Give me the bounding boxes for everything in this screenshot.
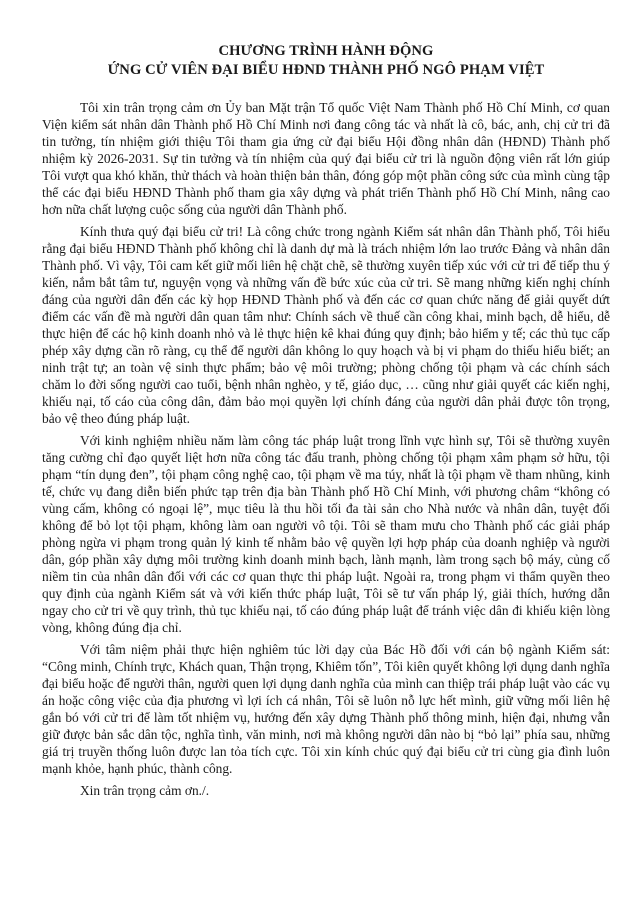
document-title-line-2: ỨNG CỬ VIÊN ĐẠI BIỂU HĐND THÀNH PHỐ NGÔ PHẠM VIỆT [107, 62, 545, 78]
paragraph-commitment: Kính thưa quý đại biểu cử tri! Là công chức trong ngành Kiểm sát nhân dân Thành phố, Tôi hiểu rằng đại biểu HĐND Thành phố không chỉ là danh dự mà là trách nhiệm lớn lao trước Đảng và nhân dân Thành phố. Vì vậy, Tôi cam kết giữ mối liên hệ chặt chẽ, sẽ thường xuyên tiếp xúc với cử tri để tiếp thu ý kiến, nắm bắt tâm tư, nguyện vọng và những vấn đề bức xúc của cử tri. Sẽ mang những kiến nghị chính đáng của người dân đến các kỳ họp HĐND Thành phố và đến các cơ quan chức năng để giải quyết dứt điểm các vấn đề mà người dân quan tâm như: Chính sách về thuế cần công khai, minh bạch, dễ hiểu, dễ thực hiện để các hộ kinh doanh nhỏ và lẻ thực hiện kê khai đúng quy định; bảo hiểm y tế; các thủ tục cấp phép xây dựng cần rõ ràng, cụ thể để người dân không lo quy hoạch và bị vi phạm do thiếu hiểu biết; an ninh trật tự; an toàn vệ sinh thực phẩm; bảo vệ môi trường; phòng chống tội phạm và các chính sách chăm lo đời sống người cao tuổi, bệnh nhân nghèo, y tế, giáo dục, … cũng như giải quyết các kiến nghị, khiếu nại, tố cáo của công dân, đảm bảo mọi quyền lợi chính đáng của người dân phải được tôn trọng, bảo vệ theo đúng pháp luật. [42, 224, 610, 426]
document-body [42, 99, 610, 799]
paragraph-principles: Với tâm niệm phải thực hiện nghiêm túc lời dạy của Bác Hồ đối với cán bộ ngành Kiểm sát: “Công minh, Chính trực, Khách quan, Thận trọng, Khiêm tốn”, Tôi kiên quyết không lợi dụng danh nghĩa đại biểu hoặc để người thân, người quen lợi dụng danh nghĩa của mình can thiệp trái pháp luật vào các vụ án hoặc công việc của địa phương vì lợi ích cá nhân, Tôi sẽ luôn nỗ lực hết mình, giữ vững mối liên hệ gắn bó với cử tri để làm tốt nhiệm vụ, hướng đến xây dựng Thành phố thông minh, hiện đại, nhưng vẫn giữ được bản sắc dân tộc, nghĩa tình, văn minh, nơi mà không người dân nào bị “bỏ lại” phía sau, những giá trị truyền thống luôn được lan tỏa tích cực. Tôi xin kính chúc quý đại biểu cử tri cùng gia đình luôn mạnh khỏe, hạnh phúc, thành công. [42, 642, 610, 776]
closing-line: Xin trân trọng cảm ơn./. [80, 783, 210, 798]
paragraph-legal-experience: Với kinh nghiệm nhiều năm làm công tác pháp luật trong lĩnh vực hình sự, Tôi sẽ thường xuyên tăng cường chỉ đạo quyết liệt hơn nữa công tác đấu tranh, phòng chống tội phạm xâm phạm sở hữu, tội phạm “tín dụng đen”, tội phạm công nghệ cao, tội phạm về ma túy, nhất là tội phạm về tham nhũng, kinh tế, chức vụ đang diễn biến phức tạp trên địa bàn Thành phố Hồ Chí Minh, với phương châm “không có vùng cấm, không có ngoại lệ”, mục tiêu là thu hồi tối đa tài sản cho Nhà nước và nhân dân, tuyệt đối không để bỏ lọt tội phạm, không làm oan người vô tội. Tôi sẽ tham mưu cho Thành phố các giải pháp phòng ngừa vi phạm trong quản lý kinh tế nhằm bảo vệ quyền lợi hợp pháp của doanh nghiệp và người dân, góp phần xây dựng môi trường kinh doanh minh bạch, lành mạnh, làm trong sạch bộ máy, củng cố niềm tin của nhân dân đối với các cơ quan thực thi pháp luật. Ngoài ra, trong phạm vi thẩm quyền theo quy định của ngành Kiểm sát và với kiến thức pháp luật, Tôi sẽ tư vấn pháp lý, giải thích, hướng dẫn ngay cho cử tri về quy trình, thủ tục khiếu nại, tố cáo đúng pháp luật để tránh việc dân đi khiếu kiện lòng vòng, không đúng địa chỉ. [42, 433, 610, 635]
document-title-line-1: CHƯƠNG TRÌNH HÀNH ĐỘNG [218, 43, 434, 59]
paragraph-gratitude: Tôi xin trân trọng cảm ơn Ủy ban Mặt trận Tổ quốc Việt Nam Thành phố Hồ Chí Minh, cơ quan Viện kiểm sát nhân dân Thành phố Hồ Chí Minh nơi đang công tác và nhất là cô, bác, anh, chị cử tri đã tin tưởng, tín nhiệm giới thiệu Tôi tham gia ứng cử đại biểu Hội đồng nhân dân (HĐND) Thành phố nhiệm kỳ 2026-2031. Sự tin tưởng và tín nhiệm của quý đại biểu cử tri là nguồn động viên rất lớn giúp Tôi vượt qua khó khăn, thử thách và hoàn thiện bản thân, đóng góp một phần công sức của mình cùng tập thể các đại biểu HĐND Thành phố tham gia xây dựng và phát triển Thành phố Hồ Chí Minh, nâng cao hơn nữa chất lượng cuộc sống của người dân Thành phố. [42, 100, 610, 217]
